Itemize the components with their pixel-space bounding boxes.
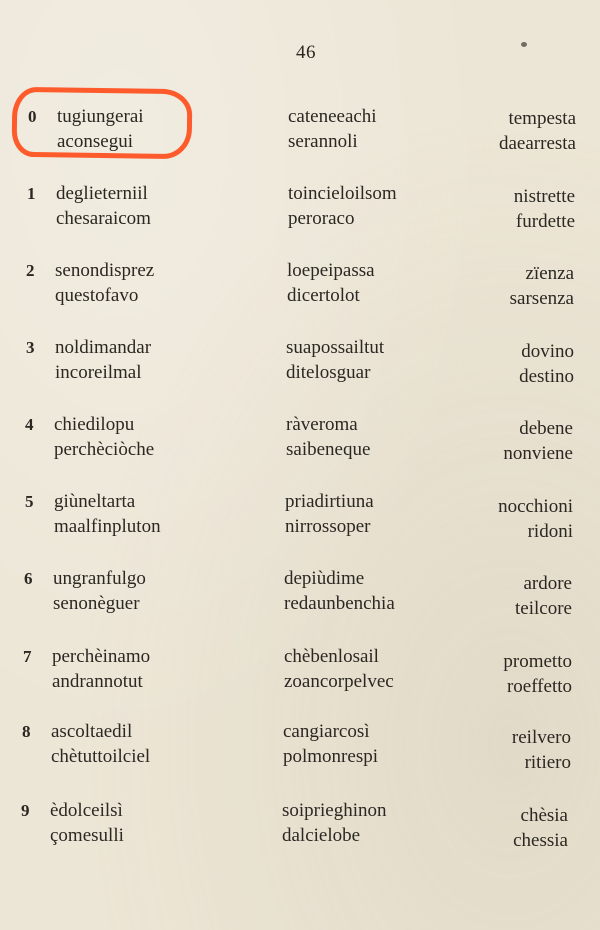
- entry-text: furdette: [515, 210, 575, 232]
- entry-left-column: [53, 567, 146, 616]
- entry-text: andrannotut: [52, 670, 143, 692]
- entry-middle-column: [285, 490, 374, 539]
- entry-text: dovino: [521, 341, 574, 362]
- entry-middle-column: [283, 720, 378, 769]
- entry-text: zoancorpelvec: [284, 670, 394, 692]
- entry-text: tugiungerai: [57, 106, 144, 127]
- entry-number: 3: [26, 338, 35, 357]
- entry-text: senondisprez: [55, 260, 155, 281]
- entry-text: deglieterniil: [56, 183, 148, 204]
- entry-text: noldimandar: [55, 337, 152, 358]
- entry-text: daearresta: [499, 132, 576, 154]
- entry-text: cateneeachi: [288, 106, 377, 127]
- entry-middle-column: [288, 105, 377, 154]
- entry-5: [0, 490, 600, 550]
- entry-number: 0: [28, 107, 37, 126]
- entry-text: prometto: [503, 651, 572, 672]
- entry-right-column: [515, 572, 572, 621]
- entry-3: [0, 336, 600, 396]
- entry-middle-column: [288, 182, 397, 231]
- entry-text: chessia: [513, 829, 568, 851]
- entry-6: [0, 567, 600, 627]
- entry-number: 9: [21, 801, 30, 820]
- entry-text: maalfinpluton: [54, 515, 161, 537]
- entry-text: destino: [519, 365, 574, 387]
- entry-text: chesaraicom: [56, 207, 151, 229]
- entry-text: ritiero: [524, 751, 571, 773]
- page-number: 46: [296, 42, 316, 63]
- entry-text: suapossailtut: [286, 337, 385, 358]
- entry-right-column: [499, 107, 576, 156]
- entry-right-column: [513, 804, 568, 853]
- entry-left-column: [55, 259, 154, 308]
- entry-text: nonviene: [503, 442, 573, 464]
- entry-left-column: [52, 645, 150, 694]
- entry-text: ridoni: [527, 520, 573, 542]
- entry-text: dalcielobe: [282, 824, 361, 846]
- entry-1: [0, 182, 600, 242]
- entry-text: perchèinamo: [52, 646, 151, 667]
- entry-right-column: [512, 726, 571, 775]
- entry-text: ungranfulgo: [53, 568, 146, 589]
- entry-middle-column: [286, 413, 370, 462]
- entry-right-column: [510, 262, 574, 311]
- entry-text: polmonrespi: [283, 745, 378, 767]
- entry-9: [0, 799, 600, 859]
- entry-text: redaunbenchia: [284, 592, 395, 614]
- entry-text: soiprieghinon: [282, 800, 387, 821]
- entry-text: giùneltarta: [54, 491, 136, 512]
- entry-text: zïenza: [525, 263, 574, 284]
- entry-text: sarsenza: [509, 287, 574, 309]
- entry-left-column: [55, 336, 151, 385]
- entry-text: depiùdime: [284, 568, 365, 589]
- entry-text: nistrette: [513, 186, 575, 207]
- entry-right-column: [514, 185, 575, 234]
- entry-left-column: [54, 413, 154, 462]
- entry-number: 1: [27, 184, 36, 203]
- entry-text: chiedilopu: [54, 414, 135, 435]
- entry-4: [0, 413, 600, 473]
- entry-text: questofavo: [55, 284, 139, 306]
- entry-right-column: [498, 495, 573, 544]
- entry-text: dicertolot: [287, 284, 360, 306]
- entry-middle-column: [287, 259, 375, 308]
- entry-text: cangiarcosì: [283, 721, 370, 742]
- entry-text: ardore: [523, 573, 572, 594]
- entry-text: priadirtiuna: [285, 491, 374, 512]
- entry-text: loepeipassa: [287, 260, 375, 281]
- entry-7: [0, 645, 600, 705]
- entry-left-column: [56, 182, 151, 231]
- entry-left-column: [54, 490, 161, 539]
- entry-text: chèsia: [520, 805, 568, 826]
- entry-text: aconsegui: [57, 130, 133, 152]
- entry-right-column: [503, 650, 572, 699]
- entry-8: [0, 720, 600, 780]
- entry-text: incoreilmal: [55, 361, 142, 383]
- entry-text: saibeneque: [286, 438, 371, 460]
- entry-right-column: [519, 340, 574, 389]
- entry-number: 7: [23, 647, 32, 666]
- entry-text: ditelosguar: [286, 361, 371, 383]
- entry-text: senonèguer: [53, 592, 140, 614]
- entry-number: 2: [26, 261, 35, 280]
- entry-text: chèbenlosail: [284, 646, 379, 667]
- entry-text: çomesulli: [50, 824, 124, 846]
- entry-right-column: [503, 417, 573, 466]
- entry-left-column: [51, 720, 150, 769]
- entry-middle-column: [284, 567, 395, 616]
- entry-text: nirrossoper: [285, 515, 371, 537]
- entry-text: tempesta: [508, 108, 576, 129]
- entry-text: nocchioni: [498, 496, 573, 517]
- entry-left-column: [50, 799, 124, 848]
- entry-text: roeffetto: [506, 675, 572, 697]
- entry-text: ràveroma: [286, 414, 358, 435]
- entry-text: debene: [519, 418, 573, 439]
- entry-text: perchèciòche: [54, 438, 155, 460]
- entry-text: èdolceilsì: [50, 800, 123, 821]
- entry-number: 4: [25, 415, 34, 434]
- entry-text: reilvero: [511, 727, 571, 748]
- entry-text: ascoltaedil: [51, 721, 133, 742]
- entry-number: 8: [22, 722, 31, 741]
- entry-text: chètuttoilciel: [51, 745, 151, 767]
- entry-number: 5: [25, 492, 34, 511]
- entry-text: toincieloilsom: [288, 183, 397, 204]
- entry-middle-column: [282, 799, 387, 848]
- entry-text: teilcore: [515, 597, 572, 619]
- entry-middle-column: [286, 336, 384, 385]
- entry-middle-column: [284, 645, 394, 694]
- entry-text: serannoli: [288, 130, 358, 152]
- entry-2: [0, 259, 600, 319]
- entry-number: 6: [24, 569, 33, 588]
- highlight-circle: [12, 87, 193, 160]
- entry-text: peroraco: [288, 207, 355, 229]
